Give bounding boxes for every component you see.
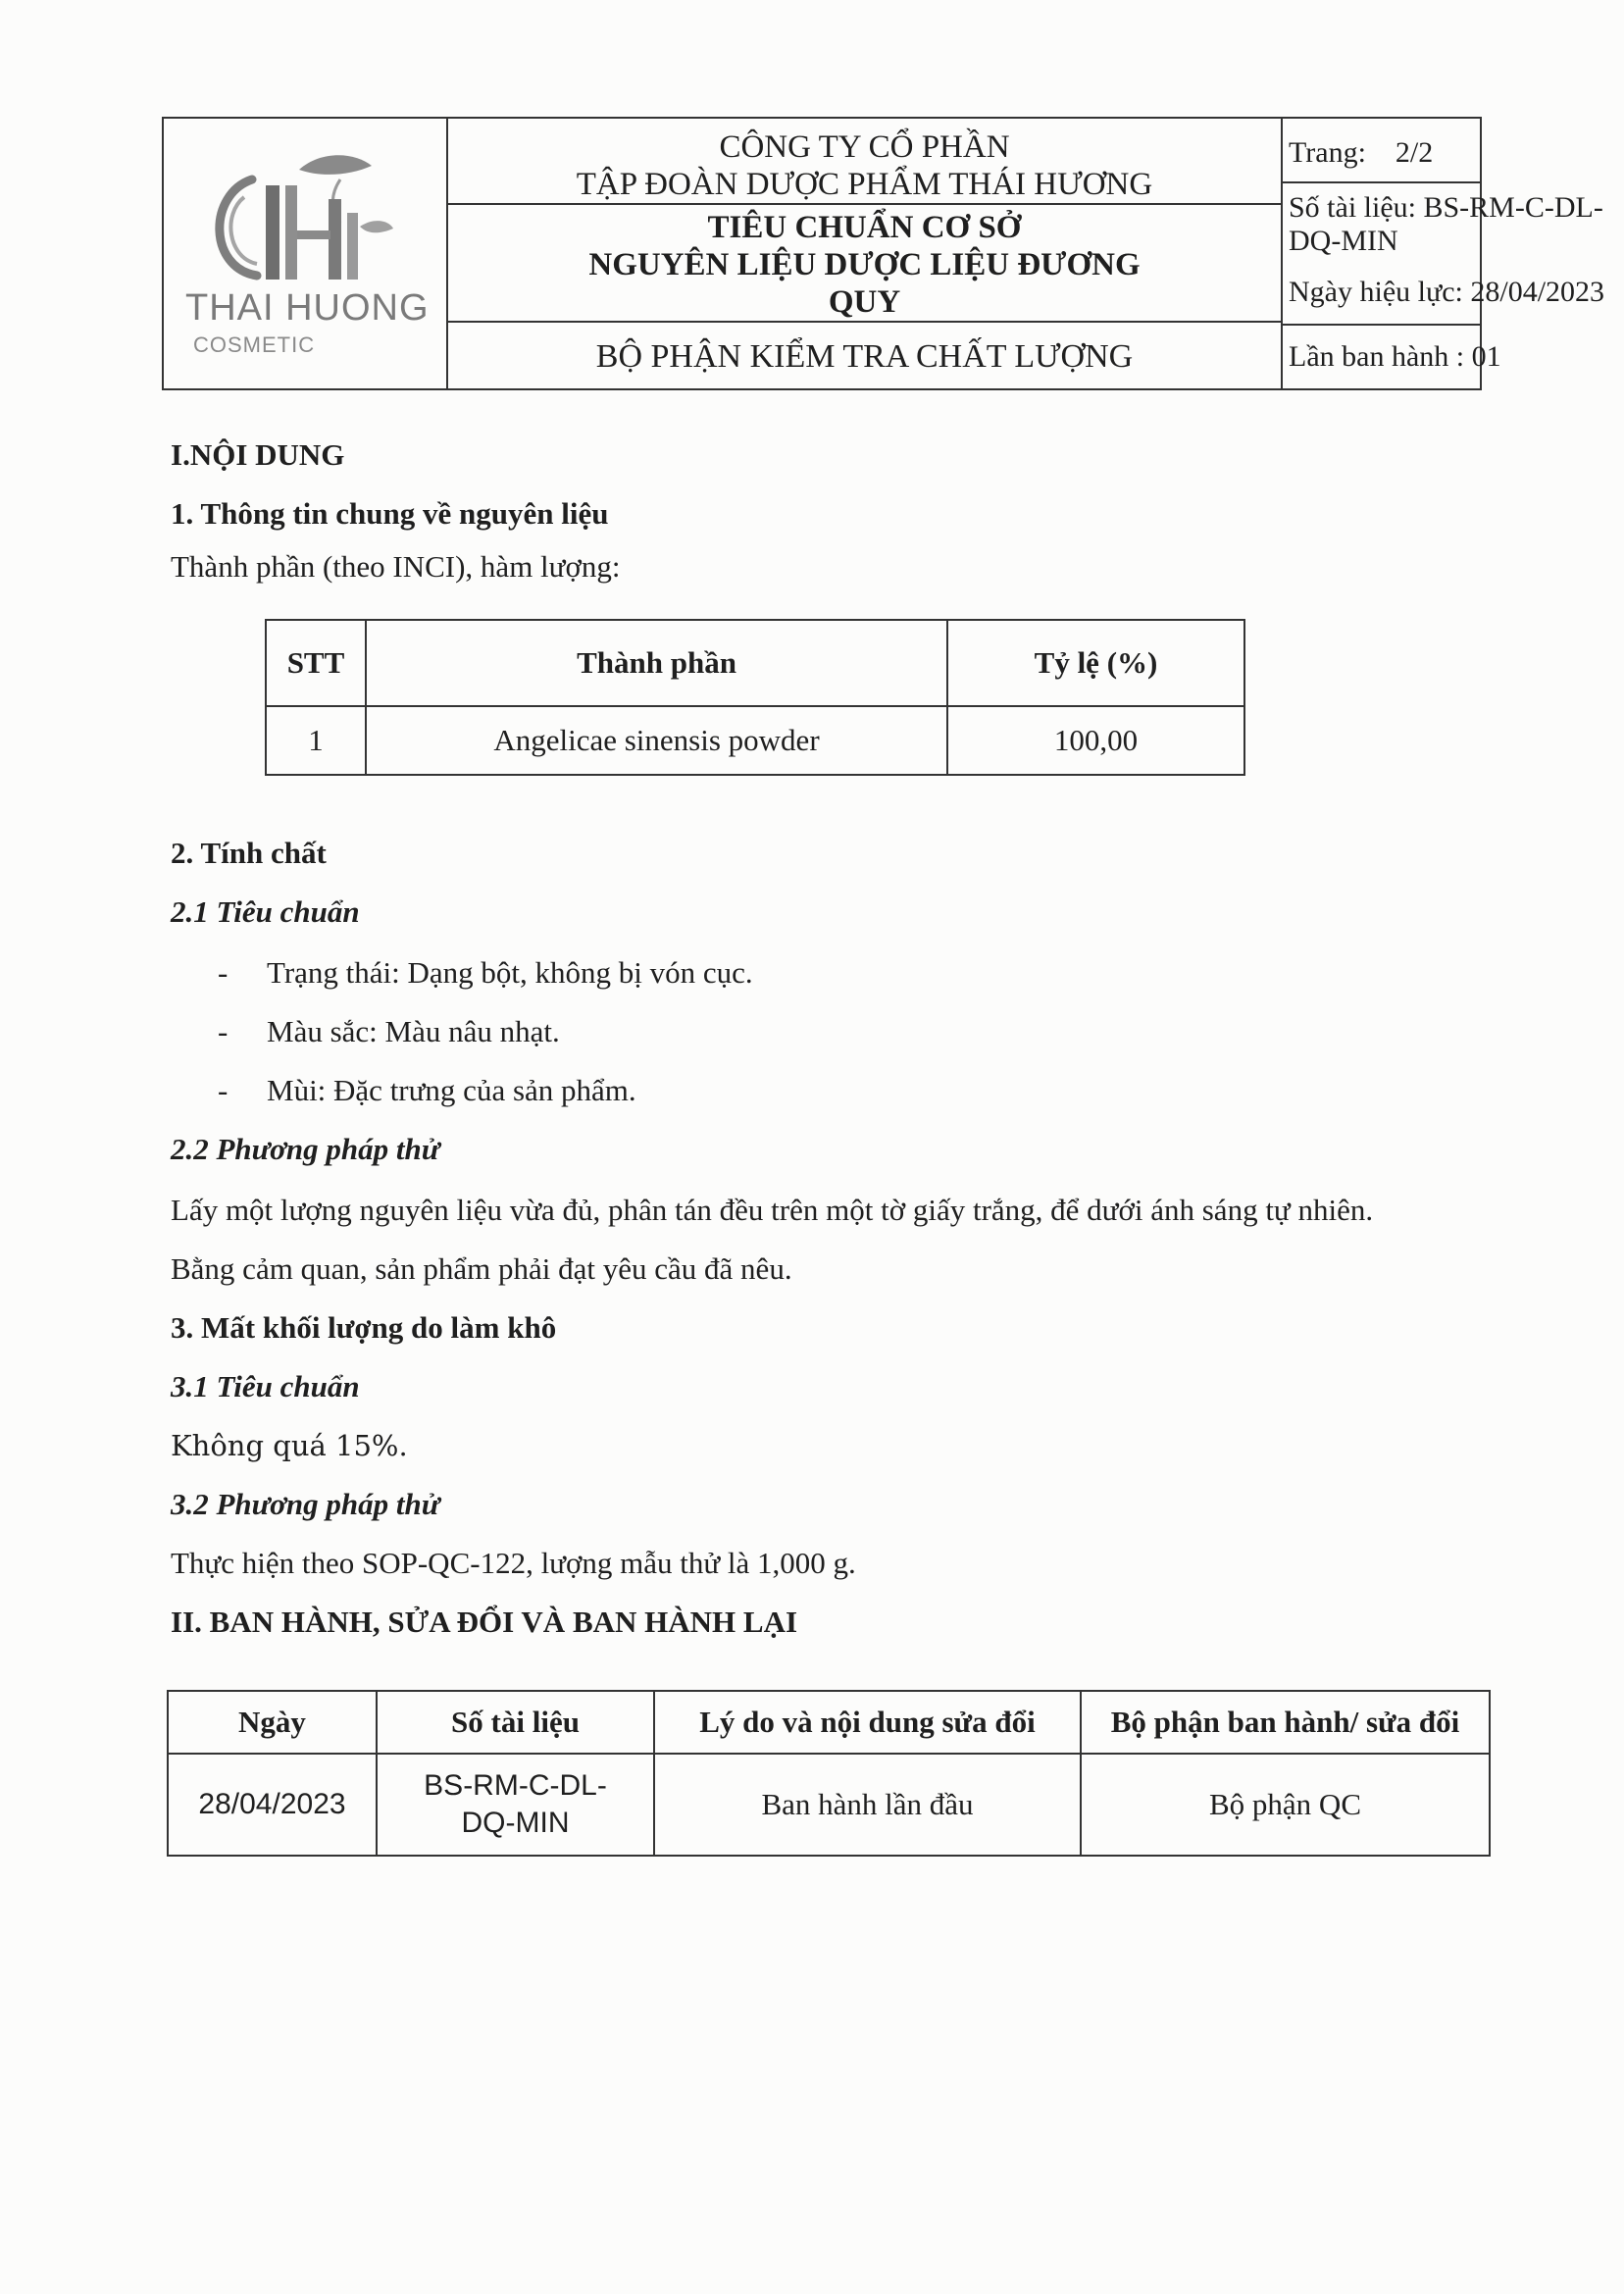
info-divider bbox=[1283, 181, 1482, 183]
company-name-line1: CÔNG TY CỔ PHẦN bbox=[719, 129, 1010, 165]
document-header bbox=[162, 117, 1605, 390]
doc-number-line1: BS-RM-C-DL- bbox=[424, 1769, 607, 1802]
bullet-item: Mùi: Đặc trưng của sản phẩm. bbox=[267, 1073, 636, 1107]
column-header: Lý do và nội dung sửa đổi bbox=[654, 1691, 1081, 1754]
document-number-line1: Số tài liệu: BS-RM-C-DL- bbox=[1289, 191, 1603, 224]
column-header: Thành phần bbox=[366, 620, 947, 706]
page-value: 2/2 bbox=[1395, 136, 1434, 169]
document-title bbox=[448, 205, 1281, 323]
table-header-row bbox=[168, 1691, 1490, 1754]
method-text-line2: Bằng cảm quan, sản phẩm phải đạt yêu cầu đã nêu. bbox=[171, 1251, 792, 1286]
column-header: Số tài liệu bbox=[377, 1691, 654, 1754]
section-1-title: I.NỘI DUNG bbox=[171, 437, 345, 472]
document-title-line2: NGUYÊN LIỆU DƯỢC LIỆU ĐƯƠNG bbox=[588, 247, 1141, 282]
document-number-line2: DQ-MIN bbox=[1289, 225, 1398, 257]
logo-name: THAI HUONG bbox=[185, 287, 430, 329]
bullet-item: Trạng thái: Dạng bột, không bị vón cục. bbox=[267, 955, 753, 990]
subsection-3-2-text: Thực hiện theo SOP-QC-122, lượng mẫu thử là 1,000 g. bbox=[171, 1546, 856, 1580]
document-title-line3: QUY bbox=[828, 284, 901, 320]
page-number bbox=[1289, 136, 1433, 170]
column-header: Ngày bbox=[168, 1691, 377, 1754]
table-cell-doc-number bbox=[377, 1754, 654, 1856]
section-2-title: II. BAN HÀNH, SỬA ĐỔI VÀ BAN HÀNH LẠI bbox=[171, 1605, 798, 1639]
column-header: STT bbox=[266, 620, 366, 706]
issue-number: Lần ban hành : 01 bbox=[1289, 340, 1501, 373]
company-logo-icon bbox=[183, 140, 429, 287]
subsection-3-2-title: 3.2 Phương pháp thử bbox=[171, 1487, 440, 1521]
bullet-item: Màu sắc: Màu nâu nhạt. bbox=[267, 1014, 560, 1048]
company-name bbox=[448, 119, 1281, 205]
subsection-2-1-title: 2.1 Tiêu chuẩn bbox=[171, 894, 360, 929]
table-cell-department: Bộ phận QC bbox=[1081, 1754, 1490, 1856]
composition-table bbox=[265, 619, 1245, 776]
document-title-line1: TIÊU CHUẨN CƠ SỞ bbox=[707, 210, 1022, 245]
doc-number-line2: DQ-MIN bbox=[461, 1807, 570, 1839]
logo-subtitle: COSMETIC bbox=[193, 332, 316, 357]
effective-date: Ngày hiệu lực: 28/04/2023 bbox=[1289, 276, 1605, 308]
page-label: Trang: bbox=[1289, 136, 1366, 169]
table-cell-date: 28/04/2023 bbox=[168, 1754, 377, 1856]
company-name-line2: TẬP ĐOÀN DƯỢC PHẨM THÁI HƯƠNG bbox=[576, 167, 1153, 202]
subsection-3-1-title: 3.1 Tiêu chuẩn bbox=[171, 1369, 360, 1403]
table-header-row bbox=[266, 620, 1244, 706]
subsection-2-2-title: 2.2 Phương pháp thử bbox=[171, 1132, 440, 1166]
method-text-line1: Lấy một lượng nguyên liệu vừa đủ, phân tán đều trên một tờ giấy trắng, để dưới ánh sáng tự nhiên. bbox=[171, 1193, 1374, 1227]
header-middle-cell bbox=[448, 119, 1283, 388]
column-header: Bộ phận ban hành/ sửa đổi bbox=[1081, 1691, 1490, 1754]
subsection-2-title: 2. Tính chất bbox=[171, 836, 327, 870]
subsection-3-1-text: Không quá 15%. bbox=[171, 1429, 408, 1462]
subsection-1-text: Thành phần (theo INCI), hàm lượng: bbox=[171, 549, 621, 584]
subsection-3-title: 3. Mất khối lượng do làm khô bbox=[171, 1310, 557, 1345]
table-cell: 100,00 bbox=[947, 706, 1244, 775]
subsection-1-title: 1. Thông tin chung về nguyên liệu bbox=[171, 496, 609, 531]
table-row bbox=[266, 706, 1244, 775]
table-cell-reason: Ban hành lần đầu bbox=[654, 1754, 1081, 1856]
bullet-dash: - bbox=[218, 1014, 228, 1048]
column-header: Tỷ lệ (%) bbox=[947, 620, 1244, 706]
table-cell: Angelicae sinensis powder bbox=[366, 706, 947, 775]
header-info-cell bbox=[1283, 119, 1605, 388]
bullet-dash: - bbox=[218, 1073, 228, 1107]
bullet-dash: - bbox=[218, 955, 228, 990]
logo-cell bbox=[164, 119, 448, 388]
table-row bbox=[168, 1754, 1490, 1856]
table-cell: 1 bbox=[266, 706, 366, 775]
revision-history-table bbox=[167, 1690, 1491, 1857]
department-name: BỘ PHẬN KIỂM TRA CHẤT LƯỢNG bbox=[595, 338, 1134, 375]
info-divider bbox=[1283, 324, 1482, 326]
